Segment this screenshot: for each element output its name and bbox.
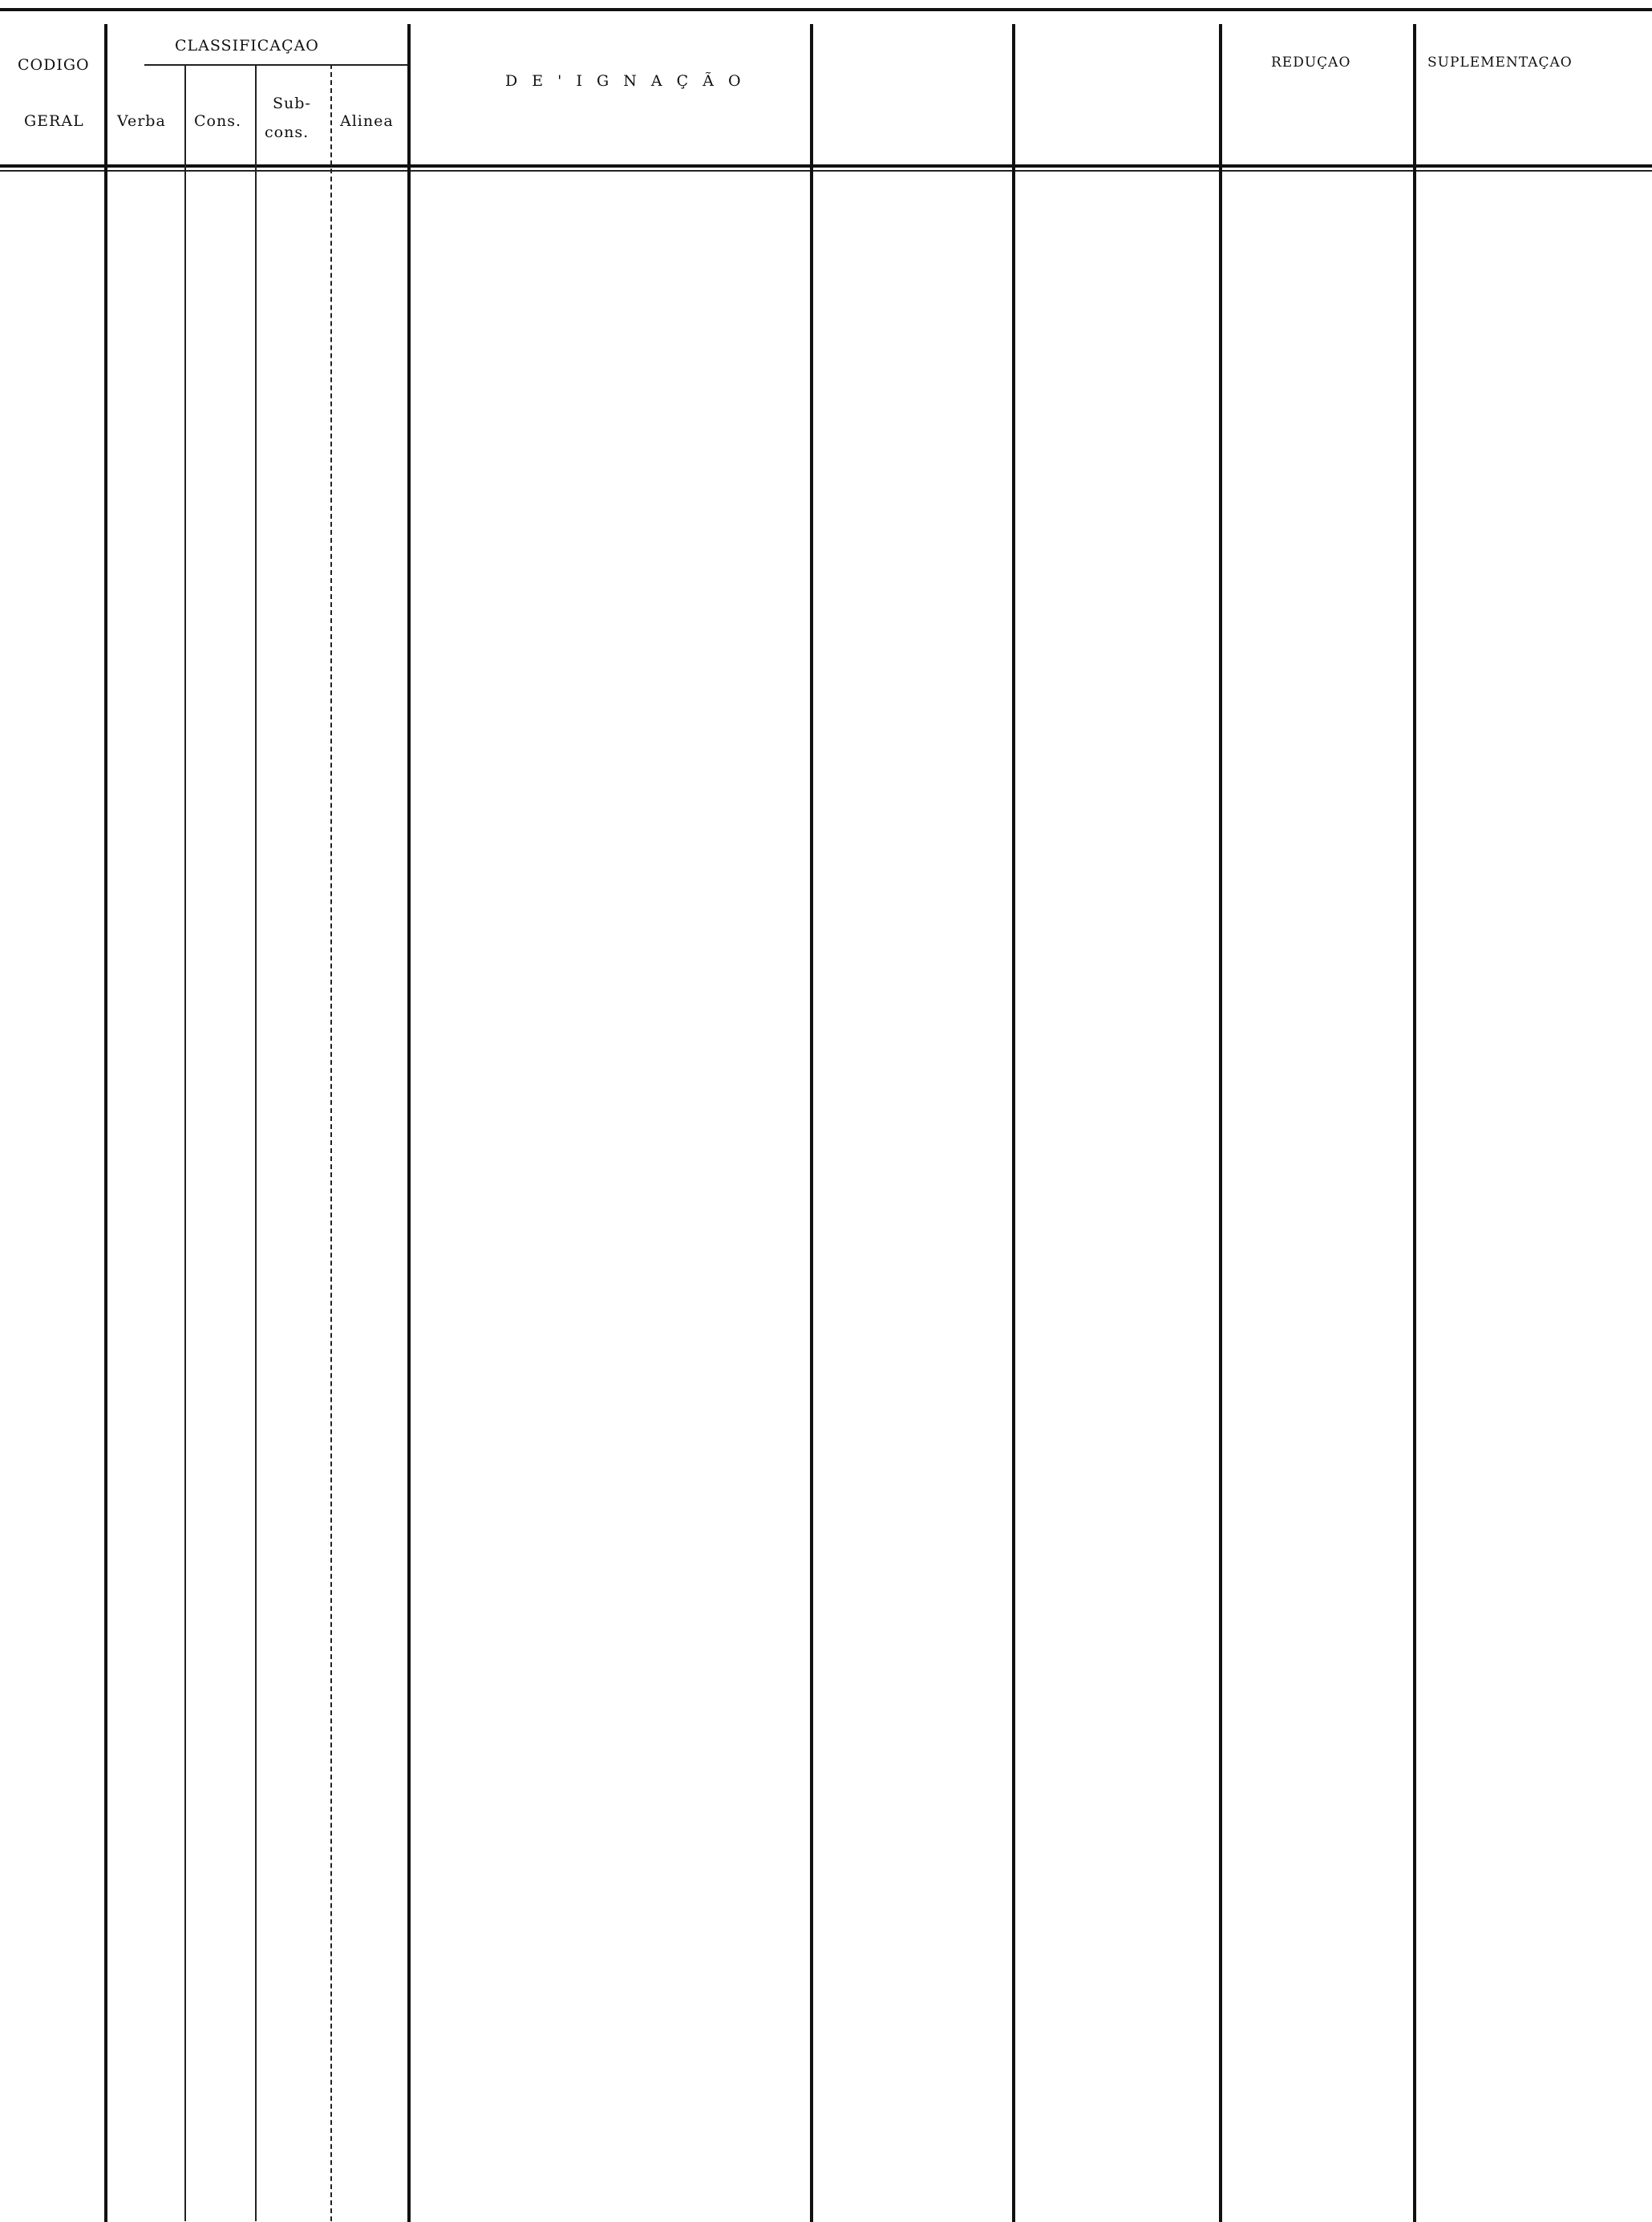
header-subcons-1: Sub- [273,95,311,112]
header-cons: Cons. [194,112,242,130]
header-geral: GERAL [24,112,84,130]
col-rule-alinea [330,64,332,2221]
col-rule-cons [184,64,186,2221]
header-classificacao: CLASSIFICAÇAO [175,37,319,55]
col-rule-verba [104,24,107,2222]
header-reducao: REDUÇAO [1271,55,1351,71]
col-rule-designacao-right [810,24,813,2222]
header-designacao: D E ' I G N A Ç Ã O [505,72,746,90]
header-subcons-2: cons. [265,123,310,141]
header-bottom-rule [0,164,1652,168]
col-rule-amount-2 [1219,24,1222,2222]
header-codigo: CODIGO [18,56,90,74]
header-verba: Verba [117,112,166,130]
header-alinea: Alinea [340,112,394,130]
top-rule [0,8,1652,11]
header-suplementacao: SUPLEMENTAÇAO [1427,55,1573,71]
col-rule-amount-1 [1012,24,1015,2222]
col-rule-designacao [407,24,411,2222]
col-rule-reducao [1413,24,1416,2222]
col-rule-subcons [255,64,257,2221]
header-bottom-rule-2 [0,170,1652,172]
